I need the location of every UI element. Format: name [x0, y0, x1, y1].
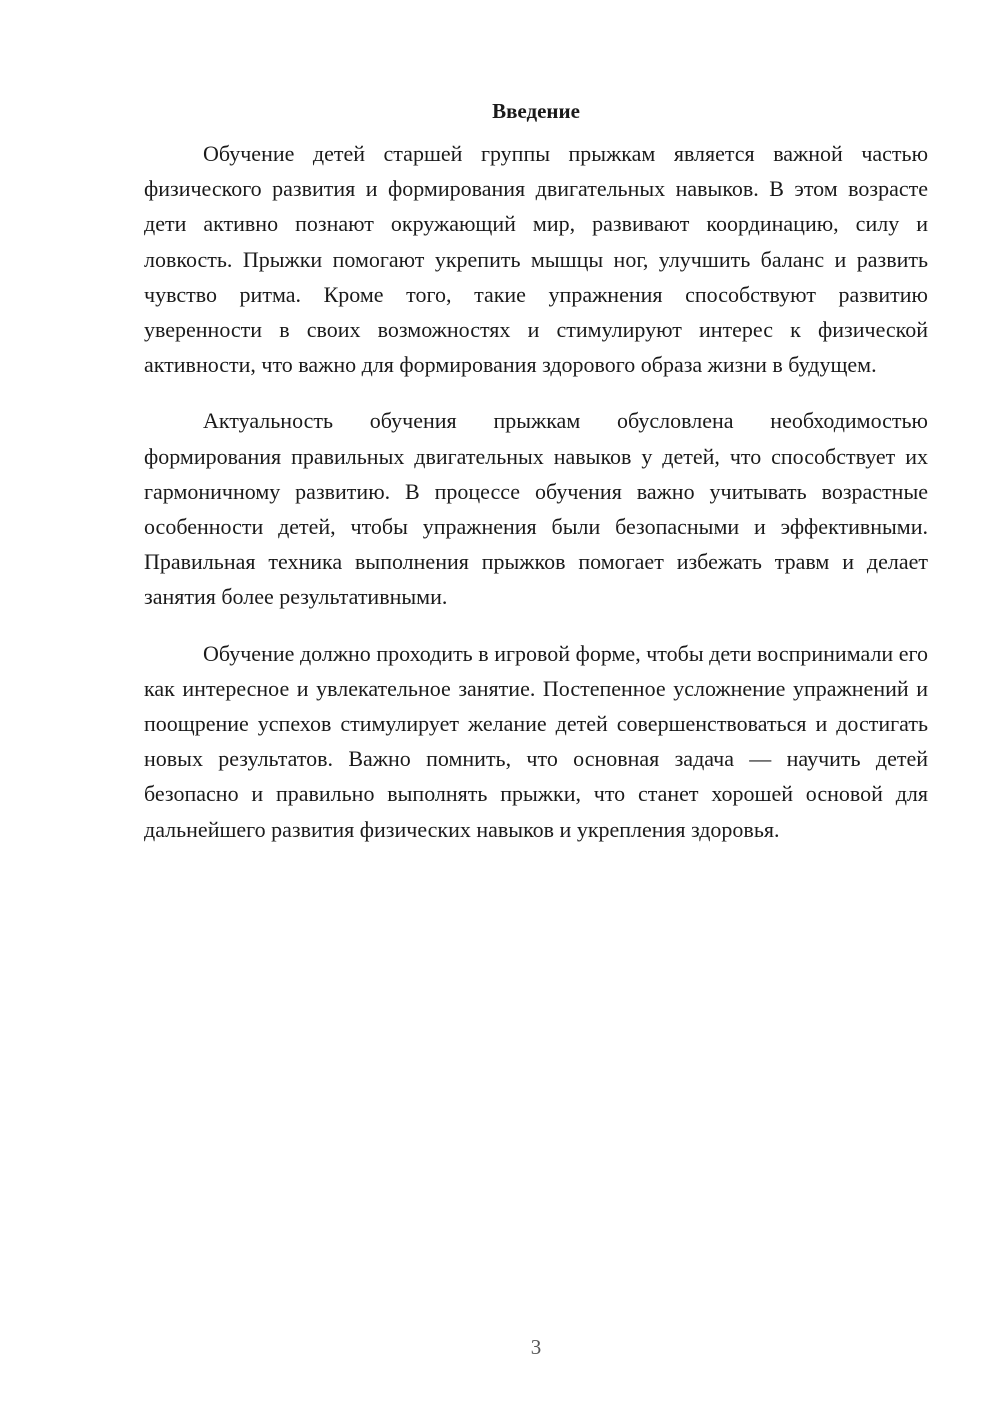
page-content — [144, 96, 928, 868]
paragraph-2: Актуальность обучения прыжкам обусловлена необходимостью формирования правильных двигательных навыков у детей, что способствует их гармоничному развитию. В процессе обучения важно учитывать возрастные особенности детей, чтобы упражнения были безопасными и эффективными. Правильная техника выполнения прыжков помогает избежать травм и делает занятия более результативными. — [144, 408, 928, 610]
page-number: 3 — [530, 1335, 542, 1359]
paragraph-3: Обучение должно проходить в игровой форме, чтобы дети воспринимали его как интересное и увлекательное занятие. Постепенное усложнение упражнений и поощрение успехов стимулирует желание детей совершенствоваться и достигать новых результатов. Важно помнить, что основная задача — научить детей безопасно и правильно выполнять прыжки, что станет хорошей основой для дальнейшего развития физических навыков и укрепления здоровья. — [144, 640, 928, 842]
paragraph-1: Обучение детей старшей группы прыжкам является важной частью физического развития и формирования двигательных навыков. В этом возрасте дети активно познают окружающий мир, развивают координацию, силу и ловкость. Прыжки помогают укрепить мышцы ног, улучшить баланс и развить чувство ритма. Кроме того, такие упражнения способствуют развитию уверенности в своих возможностях и стимулируют интерес к физической активности, что важно для формирования здорового образа жизни в будущем. — [144, 141, 928, 378]
section-title: Введение — [492, 99, 580, 123]
